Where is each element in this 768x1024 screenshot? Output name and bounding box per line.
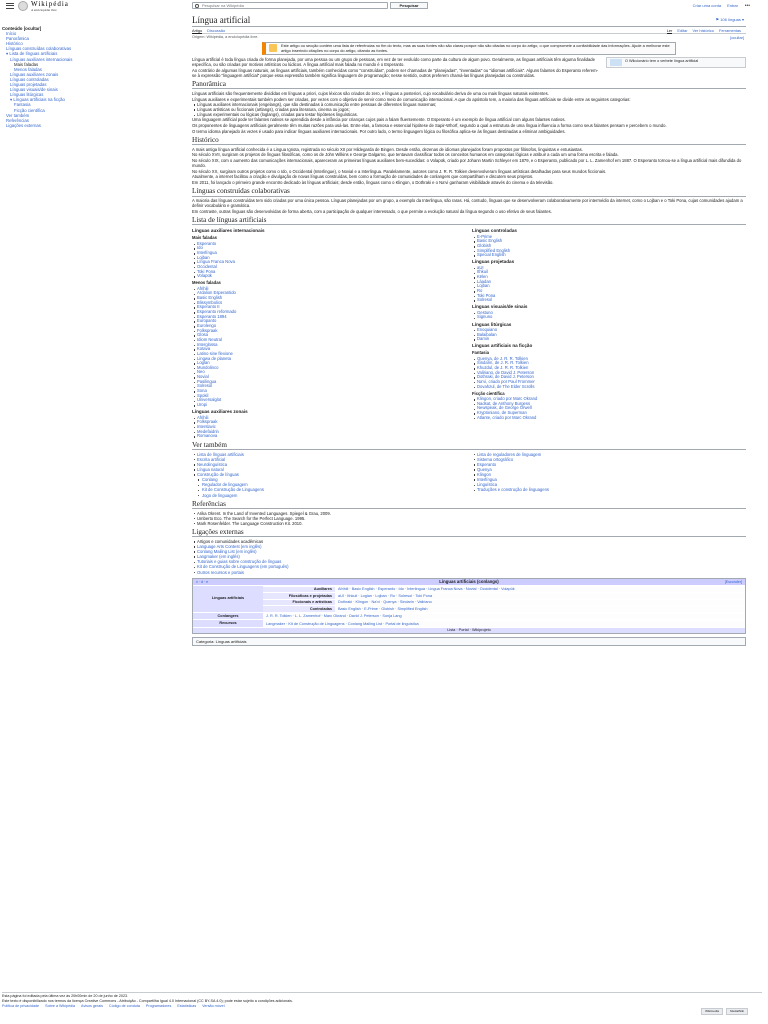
toc-item[interactable]: Histórico xyxy=(6,41,23,47)
navbox-row xyxy=(263,586,745,592)
navbox-vde[interactable]: v · d · e xyxy=(196,579,209,584)
footer-edited: Esta página foi editada pela última vez às 20h00min de 20 de junho de 2023. xyxy=(2,994,129,998)
reference-item: Arika Okrent. In the Land of Invented Languages. Spiegel & Grau, 2009. xyxy=(192,511,746,516)
section-heading: Panorâmica xyxy=(192,80,746,90)
navbox-row-label: Auxiliares xyxy=(263,587,335,592)
language-link[interactable]: Interslavic xyxy=(192,425,466,430)
language-link[interactable]: Ardalion Esperantido xyxy=(192,291,466,296)
from-line: Origem: Wikipédia, a enciclopédia livre. xyxy=(192,35,259,39)
navbox-group xyxy=(193,585,745,612)
section-paragraph: A maioria das línguas construídas tem sido criadas por uma única pessoa. Línguas planejadas por um grupo, a exemplo da Interlingua, são raras. Há, contudo, línguas que se desenvolveram colaborativamente por intermédio da internet, como o Lojban e o Toki Pona, cujas comunidades ajudam a definir vocabulário e gramática. xyxy=(192,198,743,209)
section-paragraph: Em 2011, foi lançado o primeiro grande encontro dedicado às línguas artificiais; desde então, línguas como o Klingon, o Dothraki e o Na'vi ganharam visibilidade através do cinema e da televisão. xyxy=(192,180,554,186)
language-link[interactable]: Idiom Neutral xyxy=(192,338,466,343)
footer-license: Este texto é disponibilizado nos termos da licença Creative Commons - Atribuição - Compartilha Igual 4.0 Internacional (CC BY-SA 4.0); pode estar sujeito a condições adicionais. xyxy=(2,998,293,1003)
user-action-link[interactable]: Criar uma conta xyxy=(692,3,722,8)
ial-heading: Línguas auxiliares internacionais xyxy=(192,228,265,234)
language-link[interactable]: Esperanto reformado xyxy=(192,310,466,315)
controladas-heading: Línguas controladas xyxy=(472,228,517,234)
navbox-row xyxy=(263,613,745,619)
see-also-link[interactable]: Escrita artificial xyxy=(192,457,466,462)
language-link[interactable]: Khuzdul, de J. R. R. Tolkien xyxy=(472,366,746,371)
list-item: Línguas auxiliares internacionais (engelangs), que são destinadas à comunicação entre pessoas de diferentes línguas maternas; xyxy=(192,102,746,107)
tab-article[interactable]: Artigo xyxy=(192,28,203,33)
navbox-group-title: Línguas artificiais xyxy=(193,586,263,612)
navbox-row-label: Controladas xyxy=(263,606,335,611)
section-paragraph: Os proponentes de linguagens artificiais geralmente têm muitas razões para usá-las. Entre elas, a famosa e essencial hipótese de Sapir-Whorf, segundo a qual a estrutura de uma língua influencia a forma como seus falantes pensam e percebem o mundo. xyxy=(192,123,667,129)
language-link[interactable]: Esperanto II xyxy=(192,305,466,310)
footer-link[interactable]: Versão móvel xyxy=(202,1003,225,1008)
language-link[interactable]: Medefaidrin xyxy=(192,430,466,435)
see-also-link[interactable]: Esperanto xyxy=(472,462,746,467)
language-link[interactable]: Pasilingua xyxy=(192,380,466,385)
warning-icon xyxy=(269,44,277,52)
language-link[interactable]: Romanova xyxy=(192,434,466,439)
toc-item[interactable]: Menos faladas xyxy=(14,66,42,72)
search-placeholder: Pesquisar na Wikipédia xyxy=(202,3,244,8)
navbox-row xyxy=(263,599,745,605)
navbox-row-label: Filosóficas e projetadas xyxy=(263,593,335,598)
toc-item[interactable]: Mais faladas xyxy=(14,61,39,67)
navbox-row-links[interactable]: J. R. R. Tolkien · L. L. Zamenhof · Marc Okrand · David J. Peterson · Sonja Lang xyxy=(263,614,745,619)
navbox-group xyxy=(193,619,745,626)
see-also-link[interactable]: Klingon xyxy=(472,472,746,477)
language-link[interactable]: Uropi xyxy=(192,403,466,408)
language-link[interactable]: Glosa xyxy=(192,333,466,338)
footer-link[interactable]: Estatísticas xyxy=(177,1003,197,1008)
wikimedia-badge-icon[interactable]: Wikimedia xyxy=(701,1008,723,1015)
language-link[interactable]: Latino sine flexione xyxy=(192,352,466,357)
toc-item[interactable]: Ficção científica xyxy=(14,107,45,113)
language-link[interactable]: Folkspraak xyxy=(192,329,466,334)
external-link[interactable]: Outros recursos e portais xyxy=(192,570,746,575)
language-link[interactable]: Basic English xyxy=(472,239,746,244)
language-link[interactable]: Língua Franca Nova xyxy=(192,260,466,265)
language-link[interactable]: Mundolinco xyxy=(192,366,466,371)
language-link[interactable]: Blissymbolics xyxy=(192,301,466,306)
see-also-link[interactable]: Lista de reguladores de linguagem xyxy=(472,452,746,457)
reference-item: Umberto Eco. The Search for the Perfect Language. 1995. xyxy=(192,516,746,521)
language-count: 106 línguas xyxy=(720,17,741,22)
more-options-icon[interactable]: ••• xyxy=(744,3,750,9)
scifi-heading: Ficção científica xyxy=(472,390,505,396)
language-link[interactable]: Ithkuil xyxy=(472,270,746,275)
projetadas-heading: Línguas projetadas xyxy=(472,259,515,265)
external-link[interactable]: Tutoriais e guias sobre construção de línguas xyxy=(192,559,746,564)
notice-text: Este artigo ou secção contém uma lista de referências no fim do texto, mas as suas fontes não são claras porque não são citadas no corpo do artigo, o que compromete a confiabilidade das informações. Ajude a melhorar este artigo inserindo citações no corpo do artigo, citando as fontes. xyxy=(281,43,670,53)
toc-item[interactable]: Línguas visuais/de sinais xyxy=(10,87,58,93)
language-link[interactable]: Lojban xyxy=(472,284,746,289)
toc-item[interactable]: Línguas construídas colaborativas xyxy=(6,46,72,52)
language-button[interactable]: ⚑ 106 línguas ▾ xyxy=(715,17,744,22)
toc-item[interactable]: ▾ Línguas artificiais na ficção xyxy=(10,97,65,103)
navbox-group xyxy=(193,612,745,619)
toc-item[interactable]: Línguas litúrgicas xyxy=(10,92,44,98)
tab-action[interactable]: Ler xyxy=(666,28,673,33)
section-paragraph: O termo idioma planejado às vezes é usado para indicar línguas auxiliares internacionais. Por outro lado, o termo linguagem lógica ou filosófica aplica-se às línguas destinadas a eliminar ambiguidades. xyxy=(192,128,566,134)
toc-item[interactable]: Ver também xyxy=(6,112,30,118)
menu-icon[interactable] xyxy=(6,3,14,9)
search-icon xyxy=(195,4,199,8)
language-link[interactable]: Folkspraak xyxy=(192,420,466,425)
language-link[interactable]: Lojban xyxy=(192,256,466,261)
language-link[interactable]: Ido xyxy=(192,246,466,251)
section-paragraph: No século XVII, surgiram os projetos de línguas filosóficas, como os de John Wilkins e George Dalgarno, que tentavam classificar todos os conceitos humanos em categorias lógicas e atribuir a cada um uma forma escrita e falada. xyxy=(192,152,619,158)
navbox-row-links[interactable]: Dothraki · Klingon · Na'vi · Quenya · Sindarin · Valiriano xyxy=(335,600,745,605)
language-link[interactable]: Valiriano, de David J. Peterson xyxy=(472,371,746,376)
language-link[interactable]: Universalglot xyxy=(192,398,466,403)
navbox-title-text[interactable]: Línguas artificiais (conlangs) xyxy=(439,578,499,584)
navbox-row-links[interactable]: Basic English · E-Prime · Globish · Simplified English xyxy=(335,606,745,611)
footer-link[interactable]: Avisos gerais xyxy=(81,1003,103,1008)
language-link[interactable]: Ro xyxy=(472,289,746,294)
language-link[interactable]: Signuno xyxy=(472,315,746,320)
intro-paragraph: Ao contrário de algumas línguas naturais, as línguas artificiais, também conhecidas como "construídas", podem ser chamadas de "planejadas", "inventadas" ou "idiomas artificiais". Alguns falantes do Esperanto referem-se à expressão "linguagem artificial" porque essa expressão também significa linguagem de programação; nesse sentido, outros preferem chamá-las línguas planejadas ou construídas. xyxy=(192,67,598,78)
language-link[interactable]: Kryptoniano, de Superman xyxy=(472,411,746,416)
language-link[interactable]: Balaibalan xyxy=(472,333,746,338)
language-link[interactable]: aUI xyxy=(472,266,746,271)
external-link[interactable]: Artigos e comunidades acadêmicas xyxy=(192,539,746,544)
see-also-link[interactable]: Kit de Construção de Linguagens xyxy=(192,487,466,492)
language-link[interactable]: Europanto xyxy=(192,319,466,324)
wiktionary-text: O Wikcionário tem o verbete língua artificial xyxy=(625,59,699,64)
navbox-group-title: Conlangers xyxy=(193,613,263,619)
footer-link[interactable]: Programadores xyxy=(145,1003,172,1008)
see-also-link[interactable]: Construção de línguas xyxy=(192,472,466,477)
category-box[interactable]: Categoria: Línguas artificiais xyxy=(192,637,746,646)
list-item: Línguas artísticas ou ficcionais (artlangs), criadas para literatura, cinema ou jogos; xyxy=(192,107,746,112)
section-paragraph: Uma linguagem artificial pode ter falantes nativos se aprendida desde a infância por crianças cujos pais a falam fluentemente. O Esperanto é um exemplo de língua artificial com alguns falantes nativos. xyxy=(192,117,566,123)
language-link[interactable]: Dothraki, de David J. Peterson xyxy=(472,375,746,380)
navbox-title xyxy=(193,579,745,585)
navbox-row xyxy=(263,592,745,598)
list-heading: Lista de línguas artificiais xyxy=(192,216,746,226)
language-link[interactable]: Gestuno xyxy=(472,311,746,316)
language-link[interactable]: Spokil xyxy=(192,394,466,399)
maintenance-notice xyxy=(262,42,676,55)
mais-heading: Mais faladas xyxy=(192,235,217,241)
tab-talk[interactable]: Discussão xyxy=(207,28,226,33)
language-link[interactable]: Volapük xyxy=(192,274,466,279)
toc-item[interactable]: Línguas projetadas xyxy=(10,82,47,88)
language-link[interactable]: Klingon, criado por Marc Okrand xyxy=(472,397,746,402)
section-paragraph: Línguas auxiliares e experimentais também podem ser criadas, por vezes com o objetivo de servir como meio de comunicação internacional. A que do apóstolo tem, a maioria das línguas artificiais se divide entre as seguintes categorias: xyxy=(192,96,631,102)
navbox-row-links[interactable]: aUI · Ithkuil · Loglan · Lojban · Ro · Solresol · Toki Pona xyxy=(335,593,745,598)
see-also-link[interactable]: Conlang xyxy=(192,477,466,482)
navbox-hide[interactable]: [Esconder] xyxy=(724,579,742,584)
visuais-heading: Línguas visuais/de sinais xyxy=(472,304,528,310)
menos-heading: Menos faladas xyxy=(192,280,221,286)
hide-link[interactable]: [ocultar] xyxy=(730,35,744,40)
sections xyxy=(192,80,746,214)
language-link[interactable]: Nadsat, de Anthony Burgess xyxy=(472,402,746,407)
language-link[interactable]: Solresol xyxy=(472,298,746,303)
toc-item[interactable]: ▾ Lista de línguas artificiais xyxy=(6,51,58,57)
language-link[interactable]: Sona xyxy=(192,389,466,394)
see-also-link[interactable]: Neurolinguística xyxy=(192,462,466,467)
language-link[interactable]: Damin xyxy=(472,337,746,342)
footer-link[interactable]: Política de privacidade xyxy=(2,1003,40,1008)
toc-item[interactable]: Início xyxy=(6,31,17,37)
reference-item: Mark Rosenfelder. The Language Construction Kit. 2010. xyxy=(192,521,746,526)
user-actions xyxy=(693,3,738,8)
section-paragraph: No século XX, surgiram outros projetos como o Ido, o Occidental (Interlingue), o Novial e a Interlingua. Paralelamente, autores como J. R. R. Tolkien desenvolveram línguas artísticas detalhadas para seus mundos ficcionais. xyxy=(192,168,607,174)
footer-link[interactable]: Código de conduta xyxy=(108,1003,140,1008)
wordmark[interactable]: Wikipédia xyxy=(31,0,69,8)
language-link[interactable]: Toki Pona xyxy=(192,270,466,275)
language-link[interactable]: Afrihili xyxy=(192,287,466,292)
section-heading: Histórico xyxy=(192,136,746,146)
language-link[interactable]: Lingwa de planeta xyxy=(192,357,466,362)
search-input[interactable] xyxy=(192,2,388,9)
language-link[interactable]: Kēlen xyxy=(472,275,746,280)
search-button[interactable]: Pesquisar xyxy=(390,2,428,9)
language-link[interactable]: Atlante, criado por Marc Okrand xyxy=(472,416,746,421)
toc-item[interactable]: Línguas auxiliares internacionais xyxy=(10,56,73,62)
fantasia-heading: Fantasia xyxy=(472,350,489,356)
language-link[interactable]: Neo xyxy=(192,370,466,375)
see-also-link[interactable]: Lista de línguas artificiais xyxy=(192,452,466,457)
language-link[interactable]: Occidental xyxy=(192,265,466,270)
language-link[interactable]: Novial xyxy=(192,375,466,380)
toc-item[interactable]: Línguas controladas xyxy=(10,76,49,82)
mediawiki-badge-icon[interactable]: MediaWiki xyxy=(726,1008,748,1015)
language-link[interactable]: Dovahzul, de The Elder Scrolls xyxy=(472,385,746,390)
language-link[interactable]: Esperanto 1894 xyxy=(192,315,466,320)
navbox-row xyxy=(263,605,745,611)
section-paragraph: Línguas artificiais são frequentemente divididas em línguas a priori, cujos léxicos são criados do zero, e línguas a posteriori, cujo vocabulário deriva de uma ou mais línguas naturais existentes. xyxy=(192,90,549,96)
navbox-row xyxy=(263,620,745,626)
wiktionary-icon xyxy=(610,59,622,66)
header-bar xyxy=(0,0,768,13)
liturgicas-heading: Línguas litúrgicas xyxy=(472,321,512,327)
language-link[interactable]: Quenya, de J. R. R. Tolkien xyxy=(472,357,746,362)
toc-item[interactable]: Referências xyxy=(6,117,29,123)
navbox-footer[interactable]: Lista · Portal · Wikiprojeto xyxy=(193,627,745,633)
language-link[interactable]: Basic English xyxy=(192,296,466,301)
navbox-row-links[interactable]: Langmaker · Kit de Construção de Linguagens · Conlang Mailing List · Portal de linguística xyxy=(263,621,745,626)
section-paragraph: A mais antiga língua artificial conhecida é a Lingua Ignota, registrada no século XII por Hildegarda de Bingen. Desde então, dezenas de idiomas planejados foram propostos por filósofos, linguistas e entusiastas. xyxy=(192,146,583,152)
language-link[interactable]: Láadan xyxy=(472,280,746,285)
navbox-group-title: Recursos xyxy=(193,620,263,626)
language-link[interactable]: Loglan xyxy=(192,361,466,366)
see-also-link[interactable]: Língua natural xyxy=(192,467,466,472)
tagline: A enciclopédia livre xyxy=(31,7,57,12)
section-heading: Línguas construídas colaborativas xyxy=(192,187,746,197)
toc-item[interactable]: Ligações externas xyxy=(6,122,41,128)
see-also-link[interactable]: Sistema ortográfico xyxy=(472,457,746,462)
see-also-link[interactable]: Linguística xyxy=(472,482,746,487)
language-link[interactable]: Special English xyxy=(472,253,746,258)
language-link[interactable]: Toki Pona xyxy=(472,294,746,299)
navbox xyxy=(192,578,746,634)
see-also-link[interactable]: Regulador de linguagem xyxy=(192,482,466,487)
toc-item[interactable]: Fantasia xyxy=(14,102,31,108)
external-link[interactable]: Kit de Construção de Linguagens (em português) xyxy=(192,564,746,569)
article-content xyxy=(192,14,746,986)
language-link[interactable]: Afrihili xyxy=(192,416,466,421)
section-paragraph: Em contraste, outras línguas são desenvolvidas de forma aberta, com a participação de qualquer interessado, o que permite a evolução natural da língua segundo o uso efetivo de seus falantes. xyxy=(192,208,552,214)
ficcao-heading: Línguas artificiais na ficção xyxy=(472,343,533,349)
language-link[interactable]: E-Prime xyxy=(472,235,746,240)
footer-link[interactable]: Sobre a Wikipédia xyxy=(45,1003,76,1008)
language-link[interactable]: Globish xyxy=(472,244,746,249)
intro-paragraph: Língua artificial é toda língua criada de forma planejada, por uma pessoa ou um grupo de pessoas, em vez de ter evoluído como parte da cultura de algum povo. Geralmente, as línguas artificiais têm alguma finalidade específica, ou são criadas por motivos artísticos ou lúdicos. A língua artificial mais falada no mundo é o Esperanto. xyxy=(192,57,595,68)
language-link[interactable]: Interlíngua xyxy=(192,251,466,256)
ver-heading: Ver também xyxy=(192,441,746,451)
external-link[interactable]: Conlang Mailing List (em inglês) xyxy=(192,549,746,554)
see-also-link[interactable]: Interlíngua xyxy=(472,477,746,482)
language-link[interactable]: Sindarin, de J. R. R. Tolkien xyxy=(472,361,746,366)
language-link[interactable]: Simplified English xyxy=(472,249,746,254)
page-tabs xyxy=(192,28,746,34)
table-of-contents xyxy=(0,26,190,128)
language-link[interactable]: Newspeak, de George Orwell xyxy=(472,406,746,411)
footer-badges xyxy=(701,1008,748,1015)
tab-action[interactable]: Editar xyxy=(677,28,688,33)
language-link[interactable]: Solresol xyxy=(192,384,466,389)
language-link[interactable]: Na'vi, criado por Paul Frommer xyxy=(472,380,746,385)
section-paragraph: No século XIX, com o aumento das comunicações internacionais, apareceram as primeiras línguas auxiliares bem-sucedidas: o Volapük, criado por Johann Martin Schleyer em 1879, e o Esperanto, publicado por L. L. Zamenhof em 1887. O Esperanto tornou-se a língua artificial mais difundida do mundo. xyxy=(192,158,742,169)
footer xyxy=(0,992,768,1008)
user-action-link[interactable]: Entrar xyxy=(727,3,738,8)
page-title: Língua artificial xyxy=(192,14,746,27)
language-link[interactable]: Enoquiano xyxy=(472,328,746,333)
tab-action[interactable]: Ferramentas xyxy=(718,28,741,33)
language-link[interactable]: Interglossa xyxy=(192,343,466,348)
language-link[interactable]: Kotava xyxy=(192,347,466,352)
see-also-link[interactable]: Quenya xyxy=(472,467,746,472)
wiktionary-box[interactable] xyxy=(606,57,746,68)
zonais-heading: Línguas auxiliares zonais xyxy=(192,409,248,415)
external-link[interactable]: Language Arts Contest (em inglês) xyxy=(192,544,746,549)
toc-item[interactable]: Panorâmica xyxy=(6,36,29,42)
language-link[interactable]: Esperanto xyxy=(192,242,466,247)
navbox-row-links[interactable]: Afrihili · Basic English · Esperanto · Ido · Interlingua · Lingua Franca Nova · Novial · Occidental · Volapük xyxy=(335,587,745,592)
navbox-row-label: Ficcionais e artísticas xyxy=(263,600,335,605)
language-link[interactable]: Eurolengo xyxy=(192,324,466,329)
list-item: Línguas experimentais ou lógicas (loglangs), criadas para testar hipóteses linguísticas. xyxy=(192,112,746,117)
wikipedia-logo-icon[interactable] xyxy=(18,1,28,11)
toc-heading: Conteúdo [ocultar] xyxy=(2,26,42,31)
external-link[interactable]: Langmaker (em inglês) xyxy=(192,554,746,559)
section-paragraph: Atualmente, a internet facilitou a criação e divulgação de novas línguas construídas, bem como a formação de comunidades de conlangers que compartilham e discutem seus projetos. xyxy=(192,174,534,180)
ext-heading: Ligações externas xyxy=(192,528,746,538)
see-also-link[interactable]: Jogo de linguagem xyxy=(192,493,466,498)
refs-heading: Referências xyxy=(192,500,746,510)
see-also-link[interactable]: Traduções e construção de linguagens xyxy=(472,487,746,492)
toc-item[interactable]: Línguas auxiliares zonais xyxy=(10,71,59,77)
tab-action[interactable]: Ver histórico xyxy=(692,28,714,33)
